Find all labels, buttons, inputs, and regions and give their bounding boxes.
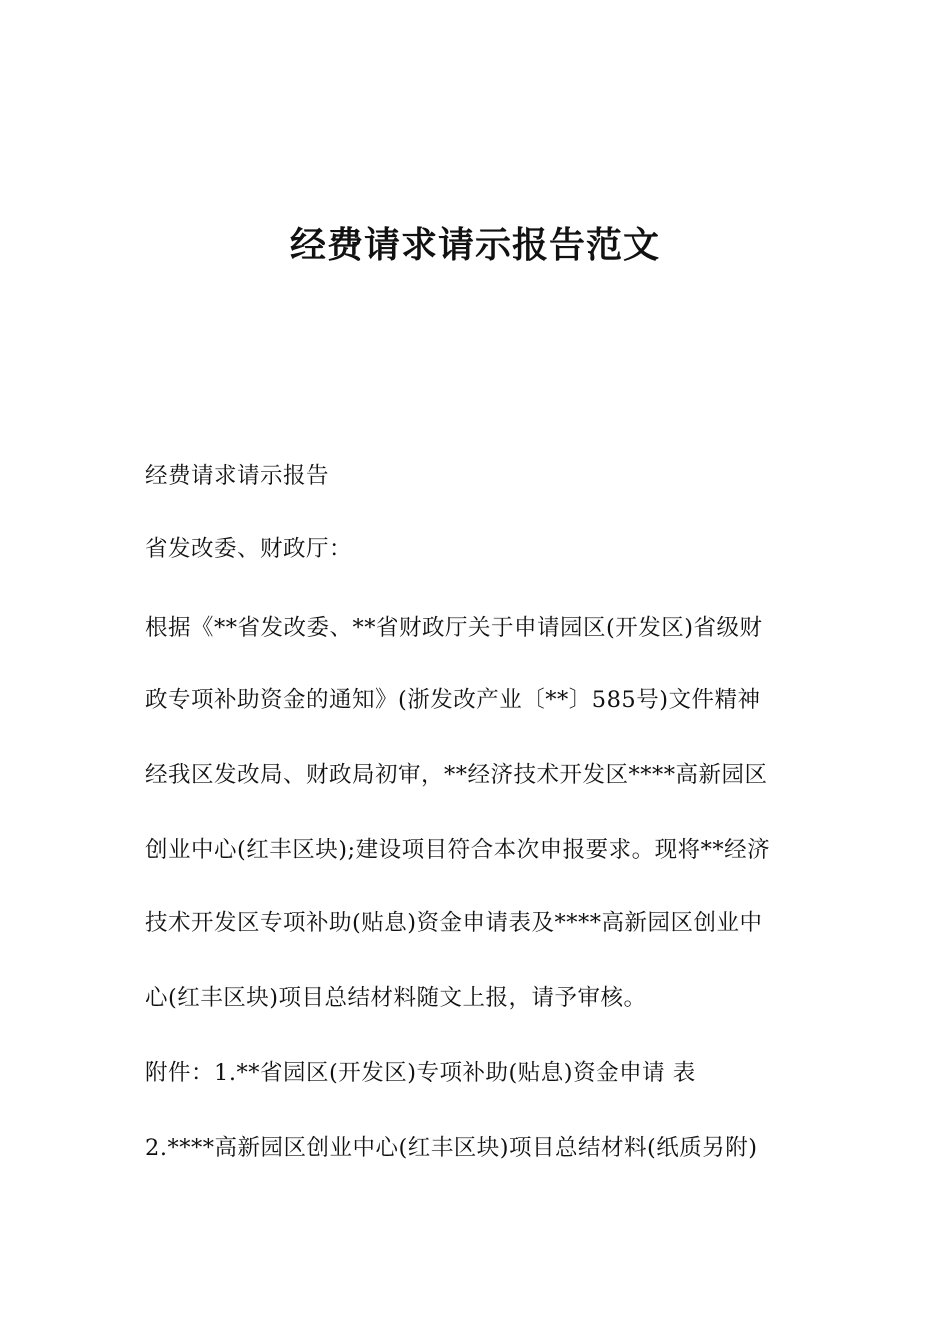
addressee-line: 省发改委、财政厅： (145, 536, 353, 562)
body-line: 经我区发改局、财政局初审，**经济技术开发区****高新园区 (145, 762, 768, 788)
report-heading: 经费请求请示报告 (145, 463, 330, 489)
body-line: 技术开发区专项补助(贴息)资金申请表及****高新园区创业中 (145, 910, 763, 936)
body-line: 根据《**省发改委、**省财政厅关于申请园区(开发区)省级财 (145, 615, 763, 641)
attachment-line-1: 附件：1.**省园区(开发区)专项补助(贴息)资金申请 表 (145, 1060, 696, 1086)
body-line: 心(红丰区块)项目总结材料随文上报，请予审核。 (145, 985, 647, 1011)
body-line: 政专项补助资金的通知》(浙发改产业〔**〕585号)文件精神 (145, 687, 761, 713)
body-line: 创业中心(红丰区块);建设项目符合本次申报要求。现将**经济 (145, 837, 771, 863)
attachment-line-2: 2.****高新园区创业中心(红丰区块)项目总结材料(纸质另附) (145, 1135, 758, 1161)
document-title: 经费请求请示报告范文 (289, 225, 660, 266)
